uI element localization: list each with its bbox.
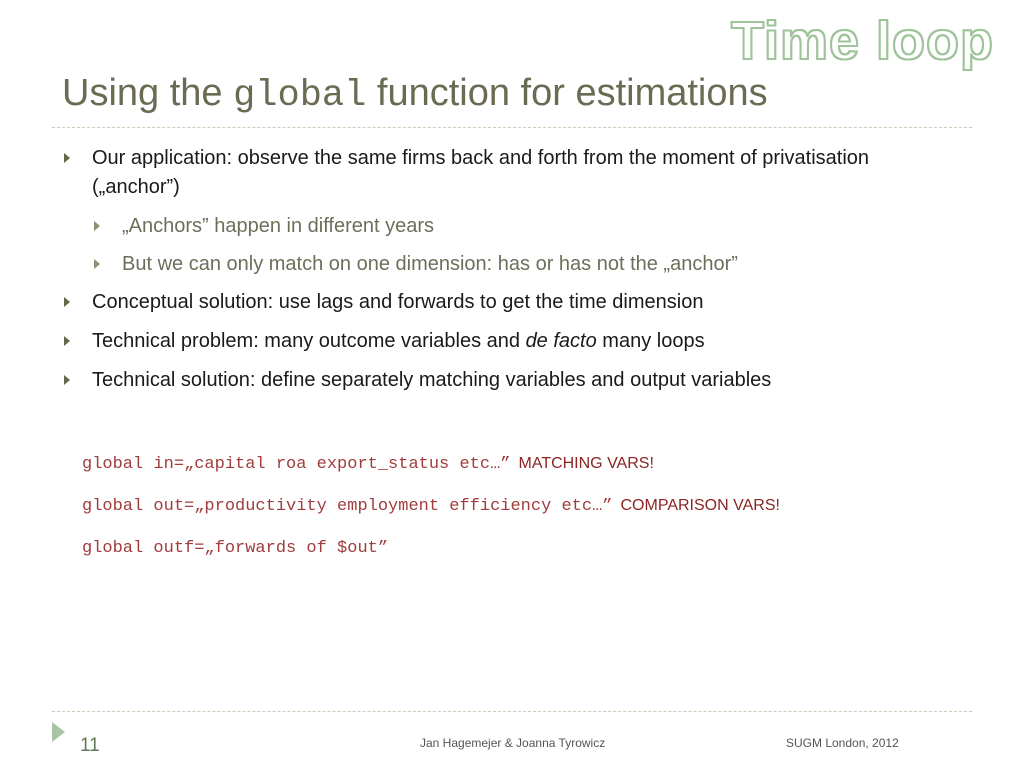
bullet-arrow-icon xyxy=(64,375,70,385)
bullet-item xyxy=(62,144,942,202)
bullet-text: Conceptual solution: use lags and forwards to get the time dimension xyxy=(92,291,704,313)
code-text: global out=„productivity employment efficiency etc…” xyxy=(82,497,613,516)
bullet-text-after: many loops xyxy=(596,330,705,352)
sub-bullet-item xyxy=(92,212,942,241)
code-line xyxy=(82,539,780,581)
bullet-text: Our application: observe the same firms back and forth from the moment of privatisation („anchor”) xyxy=(92,147,870,198)
code-text: global outf=„forwards of $out” xyxy=(82,539,389,558)
bullet-text: „Anchors” happen in different years xyxy=(122,215,435,237)
bullet-item xyxy=(62,366,942,395)
bullet-list xyxy=(62,144,942,405)
footer-divider xyxy=(52,711,972,712)
bullet-arrow-icon xyxy=(94,259,100,269)
title-text-after: function for estimations xyxy=(366,72,768,114)
title-text-before: Using the xyxy=(62,72,234,114)
bullet-arrow-icon xyxy=(64,336,70,346)
title-code: global xyxy=(233,75,367,117)
sub-bullet-item xyxy=(92,250,942,279)
code-text: global in=„capital roa export_status etc…” xyxy=(82,455,511,474)
bullet-item xyxy=(62,288,942,317)
bullet-item xyxy=(62,327,942,356)
code-note: COMPARISON VARS! xyxy=(620,497,780,514)
code-line xyxy=(82,497,780,539)
section-label: Time loop xyxy=(730,11,994,71)
page-number: 11 xyxy=(80,735,100,756)
bullet-text-emphasis: de facto xyxy=(525,330,597,352)
code-block xyxy=(82,455,780,581)
bullet-arrow-icon xyxy=(64,297,70,307)
bullet-text: But we can only match on one dimension: has or has not the „anchor” xyxy=(122,253,738,275)
code-note: MATCHING VARS! xyxy=(518,455,654,472)
bullet-arrow-icon xyxy=(64,153,70,163)
bullet-text-before: Technical problem: many outcome variables and xyxy=(92,330,526,352)
bullet-arrow-icon xyxy=(94,221,100,231)
bullet-text: Technical solution: define separately matching variables and output variables xyxy=(92,369,772,391)
footer-authors: Jan Hagemejer & Joanna Tyrowicz xyxy=(420,736,606,750)
title-divider xyxy=(52,127,972,128)
footer-arrow-icon xyxy=(52,722,65,742)
slide-title xyxy=(62,72,768,117)
code-line xyxy=(82,455,780,497)
footer-event: SUGM London, 2012 xyxy=(786,736,899,750)
